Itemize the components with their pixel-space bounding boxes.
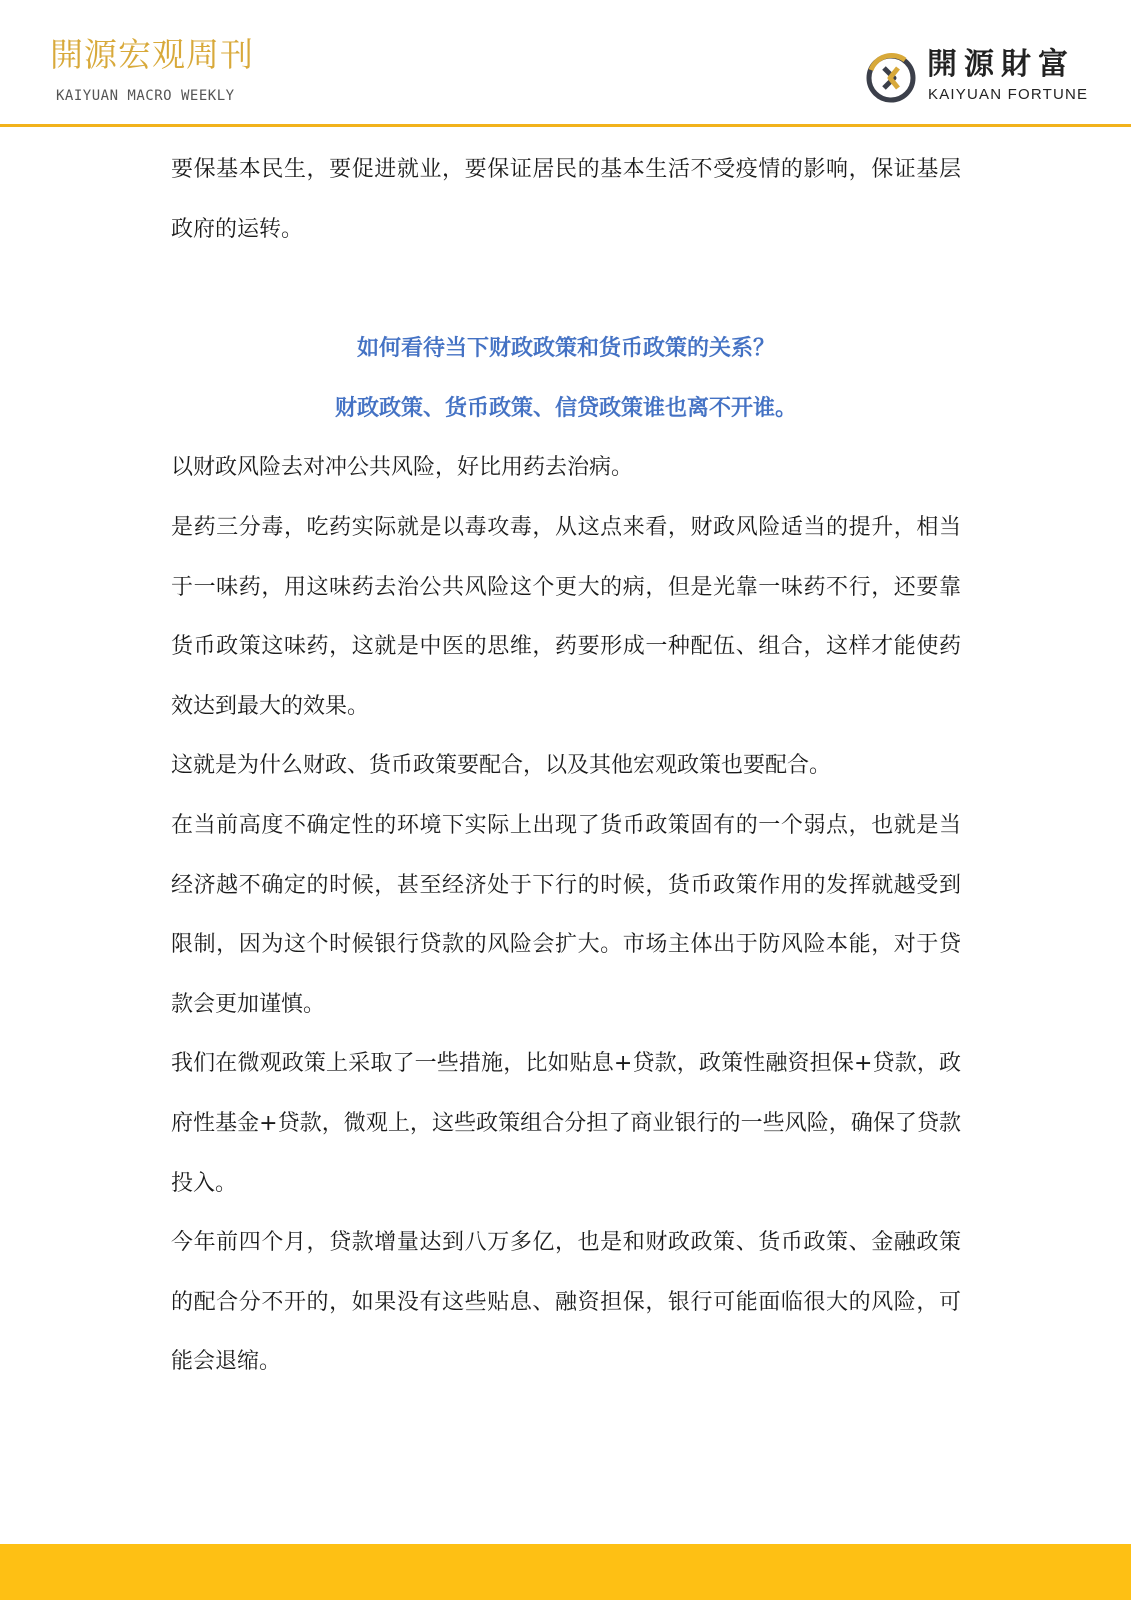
body-paragraph: 我们在微观政策上采取了一些措施，比如贴息+贷款，政策性融资担保+贷款，政府性基金+贷款，微观上，这些政策组合分担了商业银行的一些风险，确保了贷款投入。 [171,1051,961,1196]
publication-title: 開源宏观周刊 [50,35,254,74]
kaiyuan-fortune-logo [865,46,1095,110]
logo-wordmark-en: KAIYUAN FORTUNE [928,86,1089,103]
section-spacer [171,259,961,319]
logo-wordmark-cn: 開源財富 [927,47,1075,82]
publication-subtitle: KAIYUAN MACRO WEEKLY [56,88,235,104]
section-heading: 财政政策、货币政策、信贷政策谁也离不开谁。 [334,395,797,421]
article-body [171,140,961,1392]
body-paragraph: 是药三分毒，吃药实际就是以毒攻毒，从这点来看，财政风险适当的提升，相当于一味药，用这味药去治公共风险这个更大的病，但是光靠一味药不行，还要靠货币政策这味药，这就是中医的思维，药要形成一种配伍、组合，这样才能使药效达到最大的效果。 [171,514,961,719]
page-header [0,0,1131,128]
body-paragraph: 今年前四个月，贷款增量达到八万多亿，也是和财政政策、货币政策、金融政策的配合分不开的，如果没有这些贴息、融资担保，银行可能面临很大的风险，可能会退缩。 [171,1230,961,1375]
section-heading: 如何看待当下财政政策和货币政策的关系？ [356,336,775,362]
body-paragraph: 在当前高度不确定性的环境下实际上出现了货币政策固有的一个弱点，也就是当经济越不确定的时候，甚至经济处于下行的时候，货币政策作用的发挥就越受到限制，因为这个时候银行贷款的风险会扩大。市场主体出于防风险本能，对于贷款会更加谨慎。 [171,812,961,1017]
header-divider [0,124,1131,127]
body-paragraph: 这就是为什么财政、货币政策要配合，以及其他宏观政策也要配合。 [171,753,832,779]
body-paragraph: 以财政风险去对冲公共风险，好比用药去治病。 [171,455,634,481]
kaiyuan-fortune-logo-icon [865,52,917,104]
footer-bar [0,1544,1131,1600]
intro-paragraph: 要保基本民生，要促进就业，要保证居民的基本生活不受疫情的影响，保证基层政府的运转。 [171,157,961,242]
